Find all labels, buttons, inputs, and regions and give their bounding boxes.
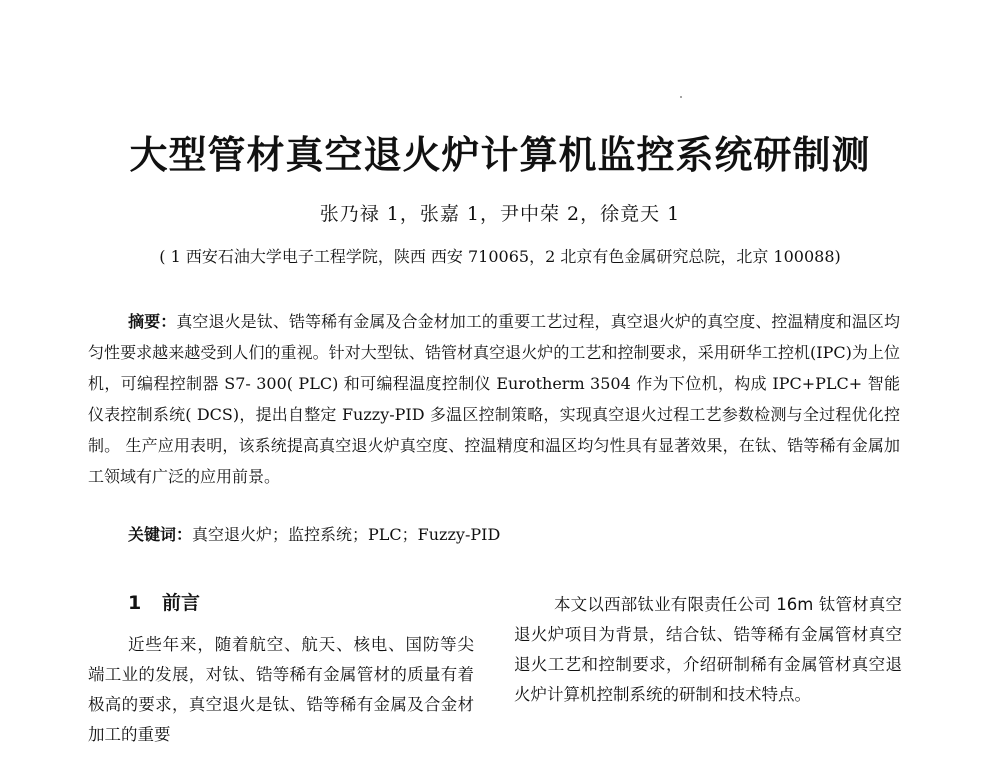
abstract-label: 摘要： <box>128 312 177 331</box>
author-list: 张乃禄 1，张嘉 1，尹中荣 2，徐竟天 1 <box>319 203 681 225</box>
right-paragraph: 本文以西部钛业有限责任公司 16m 钛管材真空退火炉项目为背景，结合钛、锆等稀有金属管材真空退火工艺和控制要求，介绍研制稀有金属管材真空退火炉计算机控制系统的研制和技术特点。 <box>514 595 902 704</box>
section-number: 1 <box>128 592 142 614</box>
affiliation: ( 1 西安石油大学电子工程学院，陕西 西安 710065，2 北京有色金属研究总院，北京 100088) <box>159 247 841 266</box>
abstract-text: 真空退火是钛、锆等稀有金属及合金材加工的重要工艺过程，真空退火炉的真空度、控温精度和温区均匀性要求越来越受到人们的重视。针对大型钛、锆管材真空退火炉的工艺和控制要求，采用研华工控机(IPC)为上位机，可编程控制器 S7- 300( PLC) 和可编程温度控制仪 Eurotherm 3504 作为下位机，构成 IPC+PLC+ 智能仪表控制系统( DCS)，提出自整定 Fuzzy-PID 多温区控制策略，实现真空退火过程工艺参数检测与全过程优化控制。 生产应用表明，该系统提高真空退火炉真空度、控温精度和温区均匀性具有显著效果，在钛、锆等稀有金属加工领域有广泛的应用前景。 <box>88 312 900 486</box>
scan-speck <box>680 96 682 98</box>
keywords-label: 关键词： <box>128 525 193 544</box>
left-column <box>88 588 474 750</box>
left-paragraph: 近些年来，随着航空、航天、核电、国防等尖端工业的发展，对钛、锆等稀有金属管材的质量有着极高的要求，真空退火是钛、锆等稀有金属及合金材加工的重要 <box>88 635 474 744</box>
section-heading <box>128 588 474 618</box>
keywords <box>128 522 900 548</box>
keywords-text: 真空退火炉；监控系统；PLC；Fuzzy-PID <box>192 525 501 544</box>
section-title: 前言 <box>162 592 201 614</box>
abstract <box>88 306 900 492</box>
paper-title: 大型管材真空退火炉计算机监控系统研制测 <box>129 133 871 177</box>
right-column <box>514 590 902 710</box>
